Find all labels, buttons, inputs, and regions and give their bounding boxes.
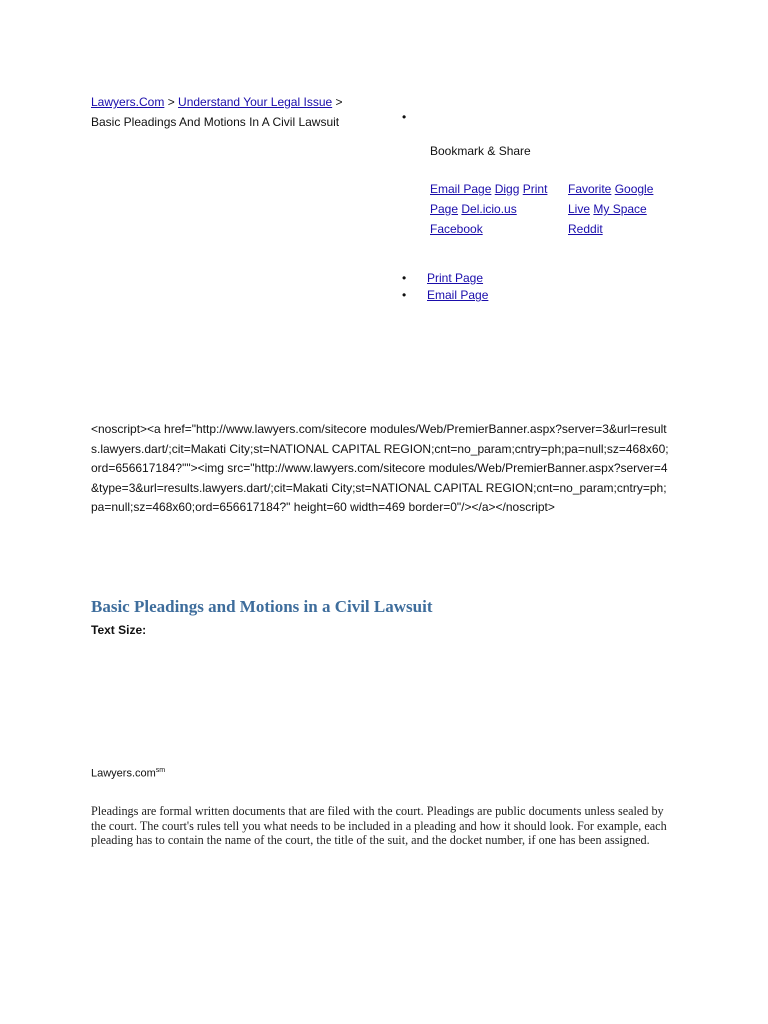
bullet-icon: •	[402, 110, 407, 124]
share-link-delicious[interactable]: Del.icio.us	[461, 202, 517, 216]
list-item	[402, 287, 488, 304]
breadcrumb-current: Basic Pleadings And Motions In A Civil Lawsuit	[91, 115, 340, 129]
list-item	[402, 270, 488, 287]
page-actions-list	[402, 270, 488, 304]
share-link-print-page[interactable]: Print Page	[430, 182, 548, 216]
share-links-column-2	[568, 179, 668, 239]
article-paragraph: Pleadings are formal written documents that are filed with the court. Pleadings are public documents unless sealed by the court. The court's rules tell you what needs to be included in a pleading and how it should look. For example, each pleading has to contain the name of the court, the title of the suit, and the docket number, if one has been assigned.	[91, 804, 667, 848]
share-link-favorite[interactable]: Favorite	[568, 182, 612, 196]
share-link-google-live[interactable]: Google Live	[568, 182, 654, 216]
share-link-email-page[interactable]: Email Page	[430, 182, 492, 196]
share-link-facebook[interactable]: Facebook	[430, 222, 483, 236]
noscript-banner-text: <noscript><a href="http://www.lawyers.com/sitecore modules/Web/PremierBanner.aspx?server=3&url=results.lawyers.dart/;cit=Makati City;st=NATIONAL CAPITAL REGION;cnt=no_param;cntry=ph;pa=null;sz=468x60;ord=656617184?""><img src="http://www.lawyers.com/sitecore modules/Web/PremierBanner.aspx?server=4&type=3&url=results.lawyers.dart/;cit=Makati City;st=NATIONAL CAPITAL REGION;cnt=no_param;cntry=ph;pa=null;sz=468x60;ord=656617184?" height=60 width=469 border=0"/></a></noscript>	[91, 422, 669, 515]
email-page-link[interactable]: Email Page	[427, 288, 489, 302]
brand-label	[91, 767, 165, 780]
share-link-digg[interactable]: Digg	[494, 182, 520, 196]
breadcrumb	[91, 92, 353, 132]
share-links-column-1	[430, 179, 558, 239]
service-mark: sm	[155, 767, 166, 774]
share-link-reddit[interactable]: Reddit	[568, 222, 603, 236]
share-link-myspace[interactable]: My Space	[593, 202, 647, 216]
breadcrumb-separator: >	[332, 95, 343, 109]
print-page-link[interactable]: Print Page	[427, 271, 484, 285]
article-title: Basic Pleadings and Motions in a Civil Lawsuit	[91, 597, 433, 616]
breadcrumb-separator: >	[164, 95, 179, 109]
breadcrumb-home-link[interactable]: Lawyers.Com	[91, 95, 165, 109]
text-size-label: Text Size:	[91, 623, 147, 637]
brand-name: Lawyers.com	[91, 767, 156, 780]
breadcrumb-section-link[interactable]: Understand Your Legal Issue	[178, 95, 333, 109]
bookmark-share-title: Bookmark & Share	[430, 144, 531, 158]
